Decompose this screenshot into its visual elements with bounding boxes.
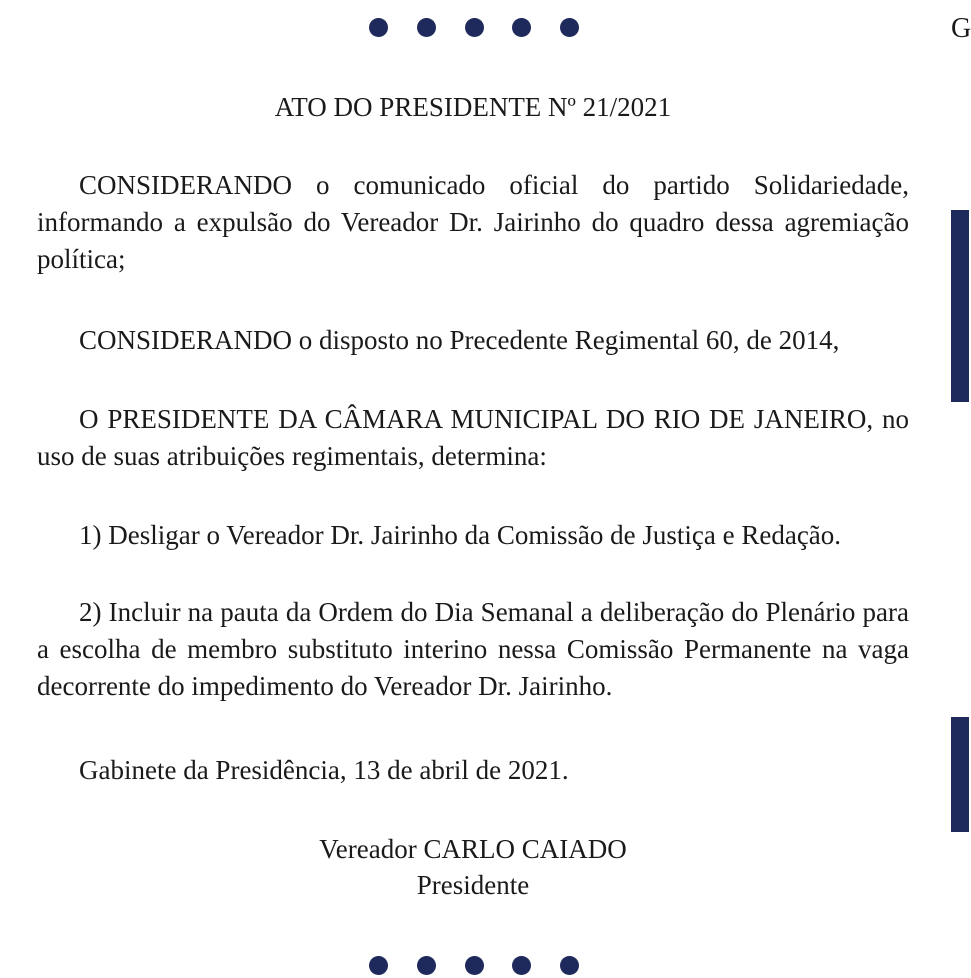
paragraph-considerando-2: CONSIDERANDO o disposto no Precedente Regimental 60, de 2014, bbox=[79, 325, 840, 355]
paragraph-item-2: 2) Incluir na pauta da Ordem do Dia Semanal a deliberação do Plenário para a escolha de membro substituto interino nessa Comissão Permanente na vaga decorrente do impedimento do Vereador Dr. Jairinho. bbox=[37, 597, 909, 701]
bottom-dot-divider bbox=[369, 956, 579, 976]
document-title: ATO DO PRESIDENTE Nº 21/2021 bbox=[274, 92, 672, 122]
paragraph-item-1: 1) Desligar o Vereador Dr. Jairinho da Comissão de Justiça e Redação. bbox=[79, 520, 842, 550]
divider-dot bbox=[465, 956, 484, 975]
adjacent-column-bar bbox=[951, 210, 969, 402]
signature-role: Presidente bbox=[416, 870, 530, 900]
signature-block bbox=[37, 831, 909, 903]
top-dot-divider bbox=[369, 18, 579, 38]
divider-dot bbox=[369, 18, 388, 37]
divider-dot bbox=[465, 18, 484, 37]
divider-dot bbox=[512, 956, 531, 975]
divider-dot bbox=[417, 956, 436, 975]
adjacent-column-bar bbox=[951, 717, 969, 832]
divider-dot bbox=[369, 956, 388, 975]
paragraph-date: Gabinete da Presidência, 13 de abril de 2021. bbox=[79, 755, 569, 785]
paragraph-presidente: O PRESIDENTE DA CÂMARA MUNICIPAL DO RIO DE JANEIRO, no uso de suas atribuições regimentais, determina: bbox=[37, 404, 909, 471]
divider-dot bbox=[560, 18, 579, 37]
paragraph-considerando-1: CONSIDERANDO o comunicado oficial do partido Solidariedade, informando a expulsão do Vereador Dr. Jairinho do quadro dessa agremiação política; bbox=[37, 170, 909, 274]
signature-name: Vereador CARLO CAIADO bbox=[319, 834, 627, 864]
divider-dot bbox=[417, 18, 436, 37]
divider-dot bbox=[560, 956, 579, 975]
adjacent-column-letter: G bbox=[951, 13, 971, 44]
divider-dot bbox=[512, 18, 531, 37]
